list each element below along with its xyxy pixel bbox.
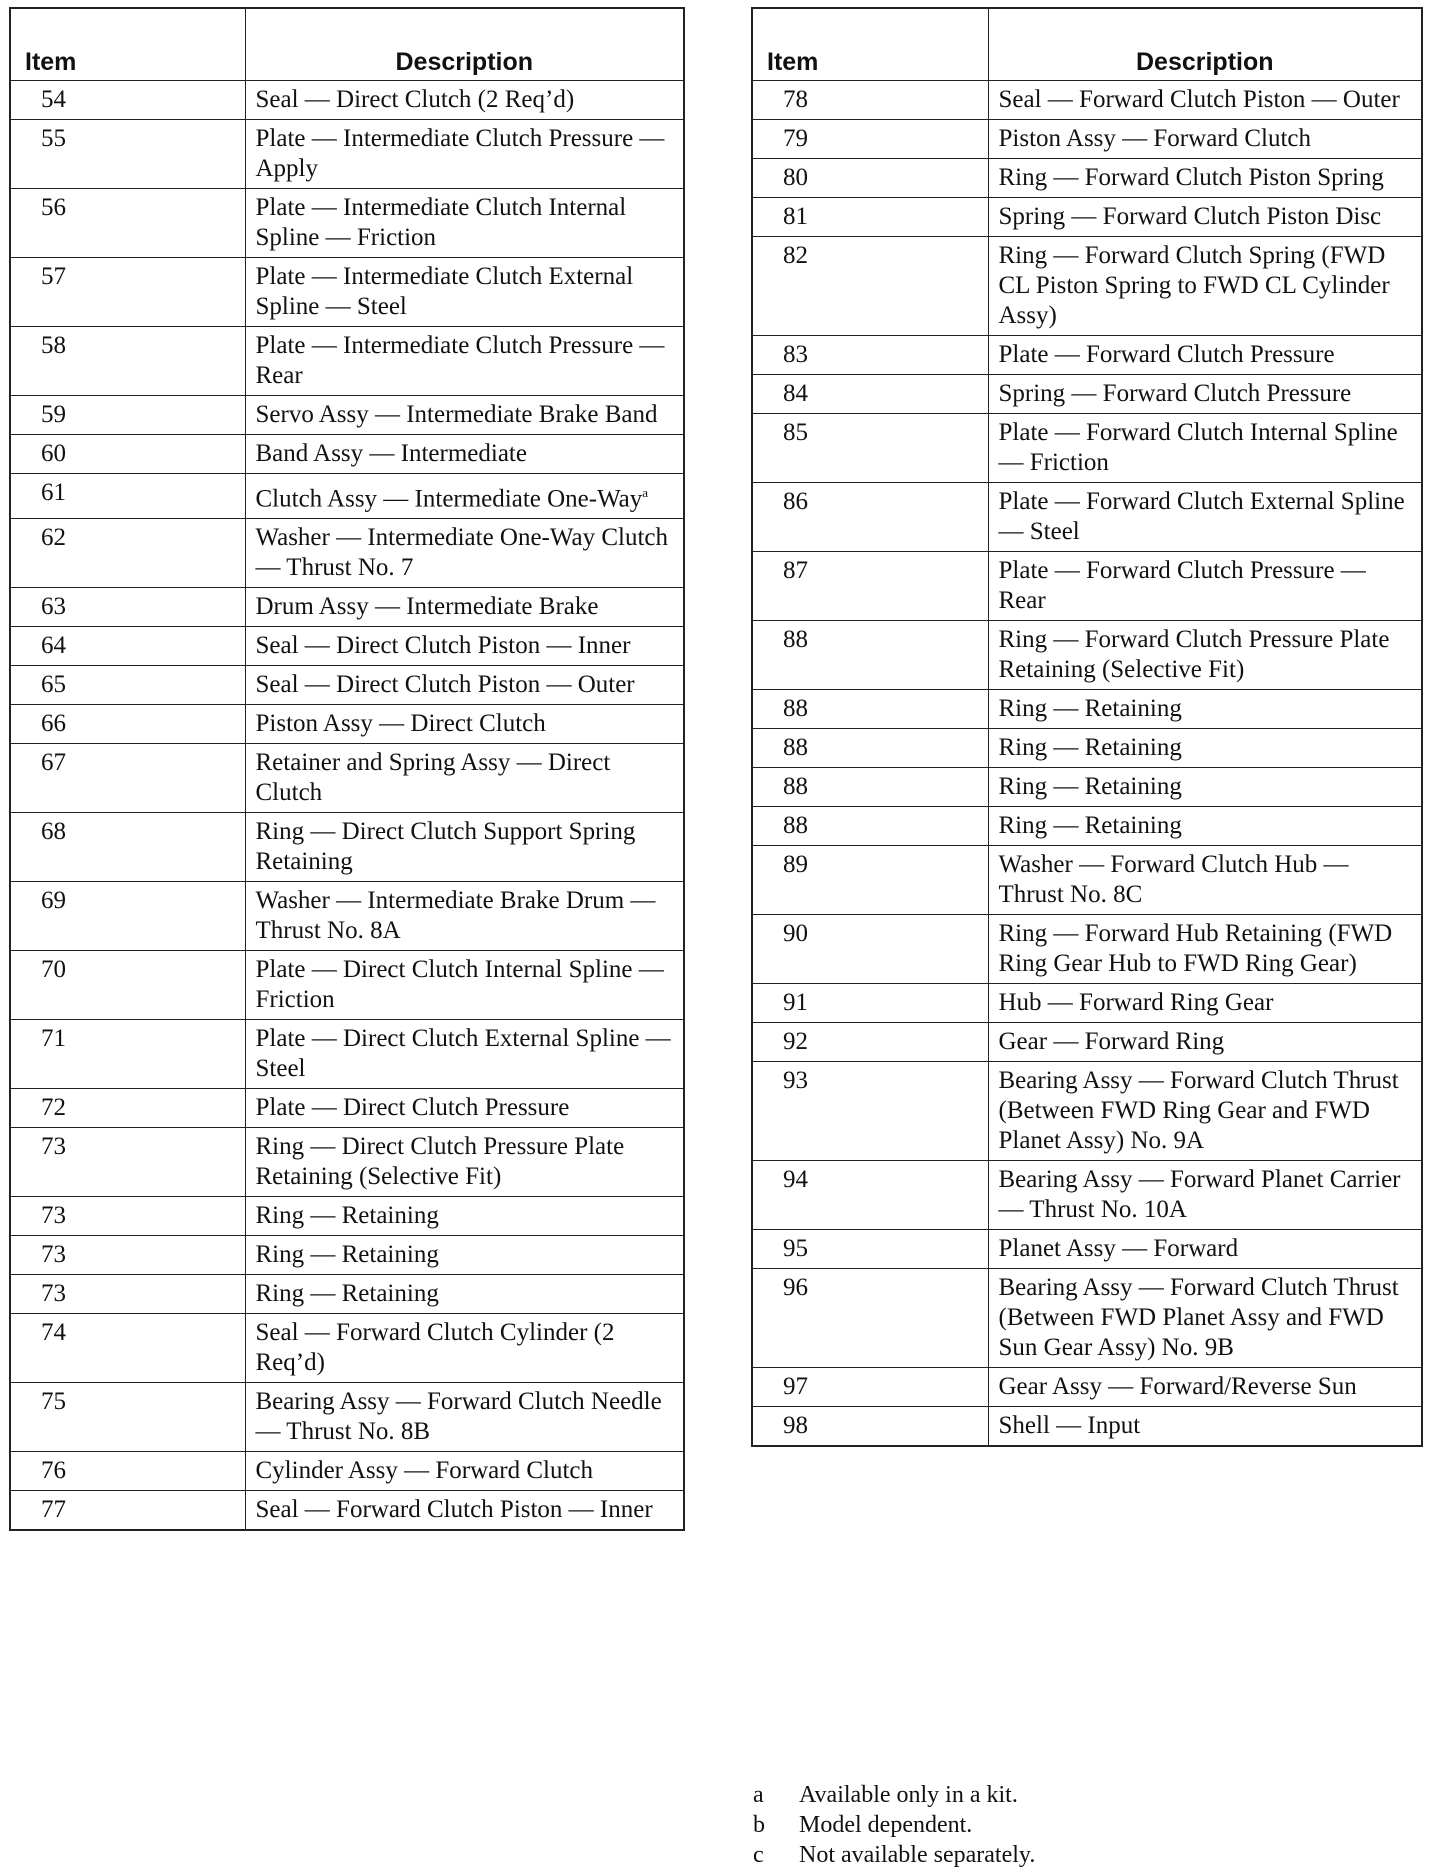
footnote-letter: b xyxy=(753,1812,765,1838)
item-number: 84 xyxy=(752,375,988,414)
item-description xyxy=(988,1023,1422,1062)
item-description xyxy=(245,1314,684,1383)
description-text: Spring — Forward Clutch Pressure xyxy=(998,380,1352,407)
item-description xyxy=(245,1197,684,1236)
table-row xyxy=(10,1197,684,1236)
description-text: Seal — Forward Clutch Piston — Outer xyxy=(998,86,1400,113)
description-text: Plate — Forward Clutch Pressure — Rear xyxy=(998,557,1366,614)
table-row xyxy=(752,375,1422,414)
table-row xyxy=(10,435,684,474)
item-description xyxy=(988,846,1422,915)
item-number: 73 xyxy=(10,1275,245,1314)
item-description xyxy=(988,1407,1422,1447)
item-number: 70 xyxy=(10,951,245,1020)
description-text: Plate — Forward Clutch Internal Spline — Friction xyxy=(998,419,1398,476)
description-text: Clutch Assy — Intermediate One-Way xyxy=(255,485,643,513)
item-number: 72 xyxy=(10,1089,245,1128)
table-row xyxy=(10,1020,684,1089)
footnote-text: Not available separately. xyxy=(799,1842,1036,1868)
parts-table-left xyxy=(9,7,685,1531)
item-number: 83 xyxy=(752,336,988,375)
table-row xyxy=(752,846,1422,915)
description-text: Washer — Forward Clutch Hub — Thrust No. 8C xyxy=(998,851,1349,908)
item-description xyxy=(245,474,684,519)
description-text: Ring — Forward Hub Retaining (FWD Ring Gear Hub to FWD Ring Gear) xyxy=(998,920,1393,977)
description-text: Piston Assy — Forward Clutch xyxy=(998,125,1312,152)
item-number: 77 xyxy=(10,1491,245,1531)
description-text: Planet Assy — Forward xyxy=(998,1235,1239,1262)
footnote xyxy=(753,1810,1413,1840)
table-row xyxy=(10,588,684,627)
item-description xyxy=(245,327,684,396)
item-number: 65 xyxy=(10,666,245,705)
item-number: 92 xyxy=(752,1023,988,1062)
table-row xyxy=(752,915,1422,984)
item-number: 74 xyxy=(10,1314,245,1383)
item-description xyxy=(988,690,1422,729)
item-number: 76 xyxy=(10,1452,245,1491)
table-row xyxy=(10,951,684,1020)
description-text: Ring — Retaining xyxy=(998,695,1182,722)
description-text: Seal — Forward Clutch Piston — Inner xyxy=(255,1496,653,1524)
table-row xyxy=(10,189,684,258)
description-text: Ring — Forward Clutch Piston Spring xyxy=(998,164,1384,191)
table-row xyxy=(10,396,684,435)
table-row xyxy=(10,813,684,882)
description-text: Gear — Forward Ring xyxy=(998,1028,1225,1055)
description-text: Band Assy — Intermediate xyxy=(255,440,527,467)
item-description xyxy=(245,258,684,327)
item-description xyxy=(245,1236,684,1275)
description-column-header: Description xyxy=(245,8,684,81)
item-number: 59 xyxy=(10,396,245,435)
item-number: 94 xyxy=(752,1161,988,1230)
item-number: 88 xyxy=(752,729,988,768)
item-description xyxy=(245,1452,684,1491)
item-description xyxy=(245,882,684,951)
table-row xyxy=(10,1275,684,1314)
item-number: 61 xyxy=(10,474,245,519)
description-text: Ring — Retaining xyxy=(255,1280,439,1308)
description-text: Washer — Intermediate One-Way Clutch — Thrust No. 7 xyxy=(255,524,668,582)
description-text: Hub — Forward Ring Gear xyxy=(998,989,1274,1016)
item-number: 87 xyxy=(752,552,988,621)
item-number: 97 xyxy=(752,1368,988,1407)
item-description xyxy=(988,159,1422,198)
item-description xyxy=(245,519,684,588)
description-text: Ring — Retaining xyxy=(255,1202,439,1230)
table-row xyxy=(10,627,684,666)
table-row xyxy=(752,690,1422,729)
item-number: 93 xyxy=(752,1062,988,1161)
footnote-ref: a xyxy=(642,485,649,500)
description-text: Plate — Forward Clutch External Spline — Steel xyxy=(998,488,1405,545)
item-description xyxy=(245,81,684,120)
description-text: Plate — Direct Clutch Pressure xyxy=(255,1094,570,1122)
footnote xyxy=(753,1780,1413,1810)
footnote-letter: a xyxy=(753,1782,764,1808)
item-number: 88 xyxy=(752,768,988,807)
table-row xyxy=(752,807,1422,846)
item-description xyxy=(988,483,1422,552)
description-text: Bearing Assy — Forward Clutch Thrust (Between FWD Planet Assy and FWD Sun Gear Assy) No. 9B xyxy=(998,1274,1399,1361)
table-row xyxy=(10,1128,684,1197)
description-text: Ring — Forward Clutch Spring (FWD CL Piston Spring to FWD CL Cylinder Assy) xyxy=(998,242,1390,329)
item-number: 88 xyxy=(752,807,988,846)
footnote-text: Available only in a kit. xyxy=(799,1782,1018,1808)
description-text: Cylinder Assy — Forward Clutch xyxy=(255,1457,593,1485)
description-text: Piston Assy — Direct Clutch xyxy=(255,710,546,738)
item-number: 73 xyxy=(10,1197,245,1236)
item-number: 68 xyxy=(10,813,245,882)
item-number: 96 xyxy=(752,1269,988,1368)
item-number: 79 xyxy=(752,120,988,159)
table-row xyxy=(752,414,1422,483)
table-row xyxy=(752,984,1422,1023)
item-number: 73 xyxy=(10,1128,245,1197)
description-text: Plate — Forward Clutch Pressure xyxy=(998,341,1335,368)
item-number: 88 xyxy=(752,690,988,729)
description-text: Washer — Intermediate Brake Drum — Thrust No. 8A xyxy=(255,887,656,945)
description-text: Ring — Retaining xyxy=(998,734,1182,761)
description-text: Ring — Direct Clutch Pressure Plate Retaining (Selective Fit) xyxy=(255,1133,625,1191)
item-number: 80 xyxy=(752,159,988,198)
item-description xyxy=(245,666,684,705)
item-description xyxy=(245,1491,684,1531)
description-column-header: Description xyxy=(988,8,1422,81)
item-number: 90 xyxy=(752,915,988,984)
item-description xyxy=(988,1161,1422,1230)
item-description xyxy=(988,768,1422,807)
item-description xyxy=(245,1383,684,1452)
item-number: 86 xyxy=(752,483,988,552)
item-description xyxy=(245,435,684,474)
table-row xyxy=(752,198,1422,237)
item-description xyxy=(988,375,1422,414)
item-description xyxy=(245,744,684,813)
item-description xyxy=(988,237,1422,336)
item-description xyxy=(988,414,1422,483)
item-number: 82 xyxy=(752,237,988,336)
description-text: Servo Assy — Intermediate Brake Band xyxy=(255,401,658,428)
description-text: Plate — Intermediate Clutch Internal Spline — Friction xyxy=(255,194,627,251)
item-number: 71 xyxy=(10,1020,245,1089)
table-row xyxy=(752,552,1422,621)
item-number: 66 xyxy=(10,705,245,744)
description-text: Seal — Direct Clutch Piston — Inner xyxy=(255,632,631,660)
table-row xyxy=(752,729,1422,768)
description-text: Seal — Direct Clutch (2 Req’d) xyxy=(255,86,575,113)
item-number: 98 xyxy=(752,1407,988,1447)
table-row xyxy=(752,120,1422,159)
item-number: 57 xyxy=(10,258,245,327)
table-row xyxy=(10,666,684,705)
description-text: Bearing Assy — Forward Clutch Needle — Thrust No. 8B xyxy=(255,1388,662,1446)
description-text: Gear Assy — Forward/Reverse Sun xyxy=(998,1373,1357,1400)
item-description xyxy=(988,120,1422,159)
description-text: Plate — Intermediate Clutch External Spline — Steel xyxy=(255,263,634,320)
item-number: 85 xyxy=(752,414,988,483)
description-text: Ring — Retaining xyxy=(998,773,1182,800)
footnote-letter: c xyxy=(753,1842,764,1868)
item-number: 88 xyxy=(752,621,988,690)
table-row xyxy=(752,1161,1422,1230)
description-text: Plate — Direct Clutch External Spline — Steel xyxy=(255,1025,671,1083)
description-text: Ring — Direct Clutch Support Spring Retaining xyxy=(255,818,636,876)
table-row xyxy=(752,336,1422,375)
item-number: 60 xyxy=(10,435,245,474)
footnote-text: Model dependent. xyxy=(799,1812,973,1838)
description-text: Bearing Assy — Forward Clutch Thrust (Between FWD Ring Gear and FWD Planet Assy) No. 9A xyxy=(998,1067,1399,1154)
description-text: Plate — Intermediate Clutch Pressure — Apply xyxy=(255,125,665,182)
item-description xyxy=(245,1128,684,1197)
table-row xyxy=(752,483,1422,552)
description-text: Retainer and Spring Assy — Direct Clutch xyxy=(255,749,611,807)
description-text: Drum Assy — Intermediate Brake xyxy=(255,593,599,621)
item-description xyxy=(245,813,684,882)
description-text: Plate — Intermediate Clutch Pressure — Rear xyxy=(255,332,665,389)
table-row xyxy=(10,1314,684,1383)
header-row xyxy=(752,8,1422,81)
item-column-header: Item xyxy=(752,8,988,81)
item-description xyxy=(245,189,684,258)
description-text: Bearing Assy — Forward Planet Carrier — Thrust No. 10A xyxy=(998,1166,1401,1223)
item-description xyxy=(988,198,1422,237)
item-description xyxy=(988,729,1422,768)
description-text: Plate — Direct Clutch Internal Spline — Friction xyxy=(255,956,664,1014)
item-number: 58 xyxy=(10,327,245,396)
table-row xyxy=(10,81,684,120)
description-text: Ring — Retaining xyxy=(255,1241,439,1269)
table-row xyxy=(10,705,684,744)
table-row xyxy=(752,1368,1422,1407)
table-row xyxy=(10,519,684,588)
description-text: Spring — Forward Clutch Piston Disc xyxy=(998,203,1382,230)
table-row xyxy=(10,1383,684,1452)
table-row xyxy=(752,159,1422,198)
item-number: 64 xyxy=(10,627,245,666)
table-row xyxy=(752,237,1422,336)
item-description xyxy=(245,705,684,744)
item-number: 73 xyxy=(10,1236,245,1275)
item-column-header: Item xyxy=(10,8,245,81)
item-description xyxy=(988,1269,1422,1368)
item-number: 78 xyxy=(752,81,988,120)
table-row xyxy=(10,258,684,327)
table-row xyxy=(752,1230,1422,1269)
item-description xyxy=(988,621,1422,690)
item-number: 55 xyxy=(10,120,245,189)
table-row xyxy=(10,327,684,396)
table-row xyxy=(752,81,1422,120)
item-number: 63 xyxy=(10,588,245,627)
item-description xyxy=(988,915,1422,984)
table-row xyxy=(10,120,684,189)
item-description xyxy=(988,1062,1422,1161)
table-row xyxy=(10,1452,684,1491)
description-text: Ring — Forward Clutch Pressure Plate Retaining (Selective Fit) xyxy=(998,626,1390,683)
item-description xyxy=(245,951,684,1020)
item-description xyxy=(988,807,1422,846)
table-row xyxy=(752,1023,1422,1062)
item-description xyxy=(245,396,684,435)
item-description xyxy=(988,81,1422,120)
table-row xyxy=(10,882,684,951)
parts-table-right xyxy=(751,7,1423,1447)
item-number: 67 xyxy=(10,744,245,813)
item-description xyxy=(988,1230,1422,1269)
footnote xyxy=(753,1840,1413,1870)
table-row xyxy=(752,1062,1422,1161)
item-description xyxy=(988,552,1422,621)
item-description xyxy=(988,984,1422,1023)
description-text: Shell — Input xyxy=(998,1412,1141,1439)
table-row xyxy=(10,1491,684,1531)
item-description xyxy=(245,1020,684,1089)
item-number: 56 xyxy=(10,189,245,258)
item-number: 91 xyxy=(752,984,988,1023)
item-description xyxy=(988,336,1422,375)
footnotes xyxy=(753,1780,1413,1870)
item-number: 75 xyxy=(10,1383,245,1452)
table-row xyxy=(10,1089,684,1128)
table-row xyxy=(752,621,1422,690)
item-description xyxy=(245,588,684,627)
description-text: Seal — Forward Clutch Cylinder (2 Req’d) xyxy=(255,1319,615,1377)
item-number: 89 xyxy=(752,846,988,915)
header-row xyxy=(10,8,684,81)
item-number: 81 xyxy=(752,198,988,237)
table-row xyxy=(10,1236,684,1275)
item-description xyxy=(245,120,684,189)
table-row xyxy=(10,474,684,519)
description-text: Ring — Retaining xyxy=(998,812,1182,839)
table-row xyxy=(10,744,684,813)
item-number: 69 xyxy=(10,882,245,951)
item-number: 54 xyxy=(10,81,245,120)
item-number: 95 xyxy=(752,1230,988,1269)
table-row xyxy=(752,1407,1422,1447)
item-description xyxy=(245,1089,684,1128)
table-row xyxy=(752,768,1422,807)
item-description xyxy=(988,1368,1422,1407)
description-text: Seal — Direct Clutch Piston — Outer xyxy=(255,671,635,699)
item-number: 62 xyxy=(10,519,245,588)
table-row xyxy=(752,1269,1422,1368)
item-description xyxy=(245,627,684,666)
item-description xyxy=(245,1275,684,1314)
